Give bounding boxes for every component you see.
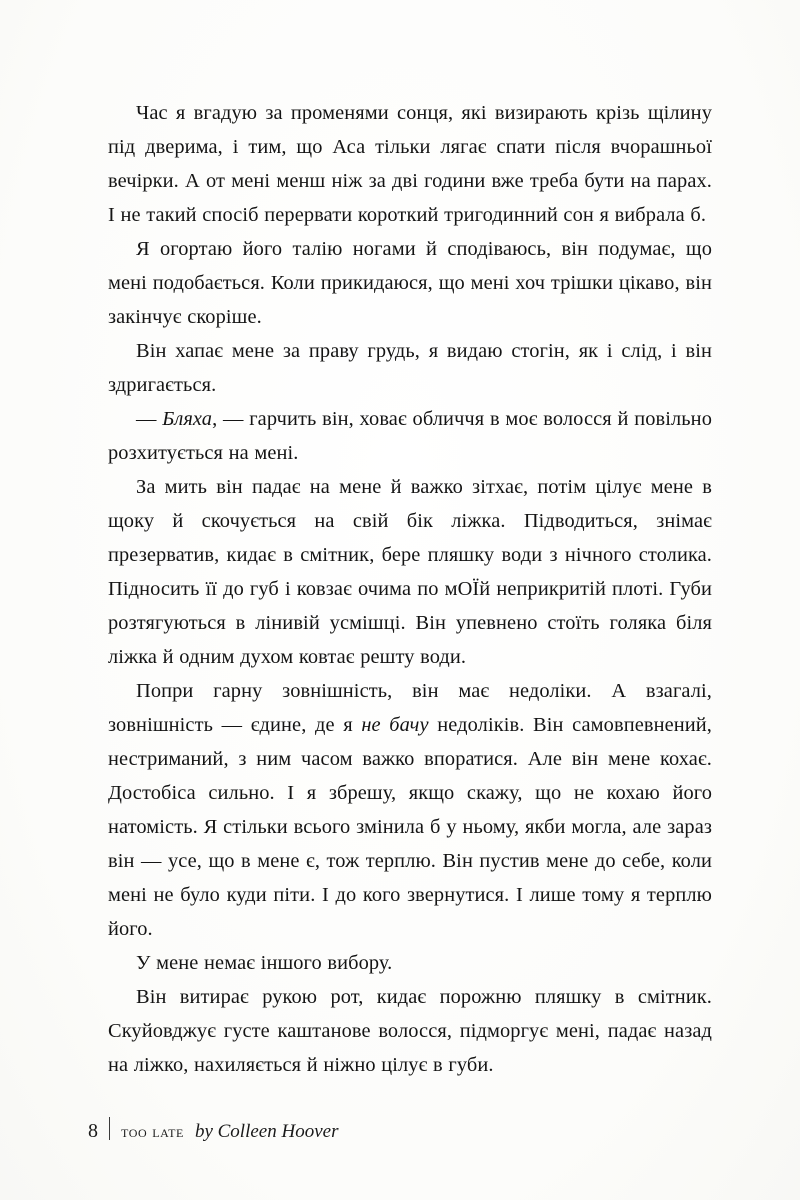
paragraph-2: Я огортаю його талію ногами й сподіваюсь, він подумає, що мені подобається. Коли прикидаюся, що мені хоч трішки цікаво, він закінчує скоріше. [108,238,712,328]
emphasized-exclamation: Бляха [162,408,213,430]
dialogue-dash: — [136,408,163,430]
paragraph-4-dialogue [108,402,712,470]
footer-divider [109,1117,110,1140]
page-number: 8 [88,1120,98,1142]
paragraph-7: У мене немає іншого вибору. [136,952,393,974]
footer-book-title: too late [121,1121,184,1141]
dialogue-tail: , — гарчить він, ховає обличчя в моє волосся й повільно розхитується на мені. [108,408,712,464]
paragraph-5: За мить він падає на мене й важко зітхає, потім цілує мене в щоку й скочується на свій бік ліжка. Підводиться, знімає презерватив, кидає в смітник, бере пляшку води з нічного столика. Підносить її до губ і ковзає очима по мОЇй неприкритій плоті. Губи розтягуються в лінивій усмішці. Він упевнено стоїть голяка біля ліжка й одним духом ковтає решту води. [108,476,712,668]
paragraph-6-part-a: Попри гарну зовнішність, він має недоліки. А взагалі, зовнішність — єдине, де я [108,680,712,736]
emphasized-phrase: не бачу [361,714,429,736]
paragraph-6 [108,674,712,946]
running-footer [88,1114,338,1143]
paragraph-3: Він хапає мене за праву грудь, я видаю стогін, як і слід, і він здригається. [108,340,712,396]
paragraph-6-part-b: недоліків. Він самовпевнений, нестриманий, з ним часом важко впоратися. Але він мене кохає. Достобіса сильно. І я збрешу, якщо скажу, що не кохаю його натомість. Я стільки всього змінила б у ньому, якби могла, але зараз він — усе, що в мене є, тож терплю. Він пустив мене до себе, коли мені не було куди піти. І до кого звернутися. І лише тому я терплю його. [108,714,712,940]
paragraph-8: Він витирає рукою рот, кидає порожню пляшку в смітник. Скуйовджує густе каштанове волосся, підморгує мені, падає назад на ліжко, нахиляється й ніжно цілує в губи. [108,986,712,1076]
paragraph-1: Час я вгадую за променями сонця, які визирають крізь щілину під дверима, і тим, що Аса тільки лягає спати після вчорашньої вечірки. А от мені менш ніж за дві години вже треба бути на парах. І не такий спосіб перервати короткий тригодинний сон я вибрала б. [108,102,712,226]
body-text-column [108,96,712,1082]
footer-byline: by Colleen Hoover [194,1121,339,1142]
